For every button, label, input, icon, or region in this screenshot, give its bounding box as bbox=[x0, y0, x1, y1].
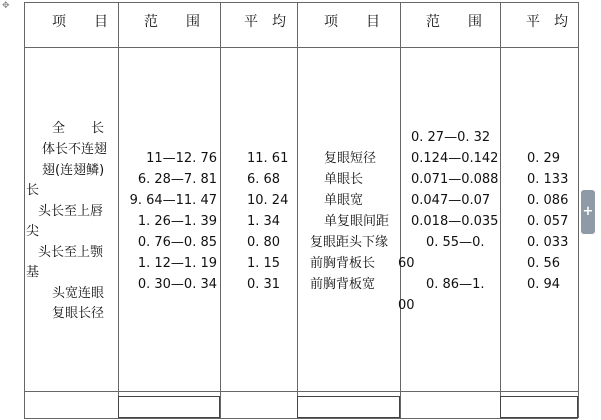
move-handle-icon[interactable]: ✥ bbox=[2, 1, 10, 11]
table-bottom-border bbox=[24, 418, 578, 419]
right-average: 0. 56 bbox=[527, 256, 561, 271]
col-border-5 bbox=[500, 2, 501, 418]
right-range: 0. 55—0. bbox=[426, 235, 485, 250]
plus-icon[interactable]: + bbox=[581, 190, 595, 234]
footer-cell-range-left[interactable] bbox=[118, 396, 220, 418]
left-range: 9. 64—11. 47 bbox=[129, 193, 217, 208]
left-label: 基 bbox=[26, 265, 40, 280]
right-label: 复眼短径 bbox=[324, 151, 377, 166]
header-range-left: 范 围 bbox=[144, 14, 200, 30]
right-label: 单复眼间距 bbox=[324, 214, 390, 229]
left-range: 1. 12—1. 19 bbox=[137, 256, 217, 271]
header-average-right: 平 均 bbox=[526, 14, 568, 30]
left-average: 10. 24 bbox=[247, 193, 289, 208]
right-range: 0.018—0.035 bbox=[411, 214, 499, 229]
right-average: 0. 033 bbox=[527, 235, 569, 250]
right-range: 0.047—0.07 bbox=[411, 193, 491, 208]
right-range-wrap: 60 bbox=[398, 256, 415, 271]
col-border-3 bbox=[297, 2, 298, 418]
right-range: 0.071—0.088 bbox=[411, 172, 499, 187]
body-bottom-border bbox=[24, 391, 578, 392]
left-label: 头宽连眼 bbox=[52, 286, 105, 301]
right-range-wrap: 00 bbox=[398, 298, 415, 313]
col-border-4 bbox=[400, 2, 401, 418]
left-label: 体长不连翅 bbox=[42, 142, 108, 157]
right-average: 0. 086 bbox=[527, 193, 569, 208]
header-bottom-border bbox=[24, 47, 578, 48]
right-average: 0. 94 bbox=[527, 277, 561, 292]
left-label: 长 bbox=[26, 183, 40, 198]
header-average-left: 平 均 bbox=[244, 14, 286, 30]
left-range: 11—12. 76 bbox=[146, 151, 217, 166]
right-range: 0.124—0.142 bbox=[411, 151, 499, 166]
right-label: 前胸背板长 bbox=[310, 256, 376, 271]
header-item-right: 项 目 bbox=[324, 14, 380, 30]
left-range: 1. 26—1. 39 bbox=[137, 214, 217, 229]
left-range: 0. 30—0. 34 bbox=[137, 277, 217, 292]
left-average: 6. 68 bbox=[247, 172, 281, 187]
right-label: 单眼宽 bbox=[324, 193, 364, 208]
left-label: 翅(连翅鳞) bbox=[42, 163, 105, 178]
footer-cell-average-right[interactable] bbox=[500, 396, 578, 418]
right-label: 单眼长 bbox=[324, 172, 364, 187]
left-average: 0. 31 bbox=[247, 277, 281, 292]
header-item-left: 项 目 bbox=[52, 14, 108, 30]
right-range: 0. 86—1. bbox=[426, 277, 485, 292]
table-top-border bbox=[24, 2, 578, 3]
right-range: 0. 27—0. 32 bbox=[411, 130, 491, 145]
col-border-0 bbox=[24, 2, 25, 418]
left-label: 尖 bbox=[26, 224, 40, 239]
header-range-right: 范 围 bbox=[426, 14, 482, 30]
col-border-6 bbox=[578, 2, 579, 418]
right-label: 复眼距头下缘 bbox=[310, 235, 389, 250]
right-average: 0. 133 bbox=[527, 172, 569, 187]
left-label: 头长至上颚 bbox=[38, 245, 104, 260]
col-border-1 bbox=[118, 2, 119, 418]
left-average: 1. 15 bbox=[247, 256, 281, 271]
right-label: 前胸背板宽 bbox=[310, 277, 376, 292]
left-average: 0. 80 bbox=[247, 235, 281, 250]
right-average: 0. 057 bbox=[527, 214, 569, 229]
left-label: 全 长 bbox=[52, 121, 105, 136]
left-range: 0. 76—0. 85 bbox=[137, 235, 217, 250]
left-label: 头长至上唇 bbox=[38, 204, 104, 219]
left-average: 11. 61 bbox=[247, 151, 289, 166]
left-range: 6. 28—7. 81 bbox=[137, 172, 217, 187]
col-border-2 bbox=[220, 2, 221, 418]
left-average: 1. 34 bbox=[247, 214, 281, 229]
right-average: 0. 29 bbox=[527, 151, 561, 166]
footer-cell-item-right[interactable] bbox=[297, 396, 400, 418]
left-label: 复眼长径 bbox=[52, 306, 105, 321]
